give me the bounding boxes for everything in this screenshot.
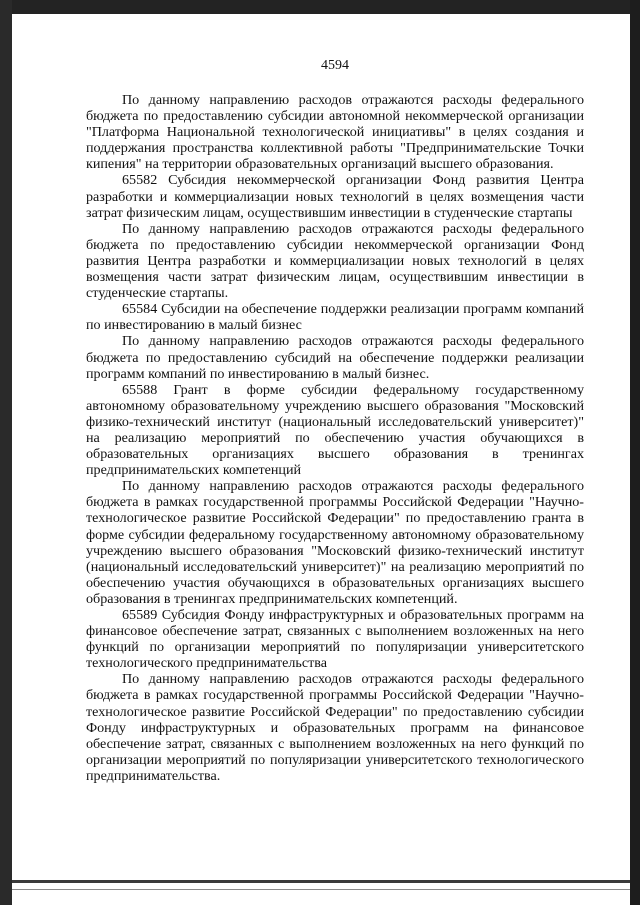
- document-body: [86, 92, 584, 784]
- scan-right-border: [630, 0, 640, 905]
- paragraph-9: По данному направлению расходов отражаются расходы федерального бюджета в рамках государственной программы Российской Федерации "Научно-технологическое развитие Российской Федерации" по предоставлению субсидии Фонду инфраструктурных и образовательных программ на финансовое обеспечение затрат, связанных с выполнением возложенных на него функций по организации мероприятий по популяризации университетского технологического предпринимательства.: [86, 671, 584, 784]
- document-page: [86, 56, 584, 784]
- paragraph-2: 65582 Субсидия некоммерческой организации Фонд развития Центра разработки и коммерциализации новых технологий в целях возмещения части затрат физическим лицам, осуществившим инвестиции в студенческие стартапы: [86, 172, 584, 221]
- paragraph-8: 65589 Субсидия Фонду инфраструктурных и образовательных программ на финансовое обеспечение затрат, связанных с выполнением возложенных на него функций по организации мероприятий по популяризации университетского технологического предпринимательства: [86, 607, 584, 672]
- scan-bottom-line: [12, 880, 630, 883]
- paragraph-4: 65584 Субсидии на обеспечение поддержки реализации программ компаний по инвестированию в малый бизнес: [86, 301, 584, 334]
- paragraph-1: По данному направлению расходов отражаются расходы федерального бюджета по предоставлению субсидии автономной некоммерческой организации "Платформа Национальной технологической инициативы" в целях создания и поддержания пространства коллективной работы "Предпринимательские Точки кипения" на территории образовательных организаций высшего образования.: [86, 92, 584, 173]
- paragraph-7: По данному направлению расходов отражаются расходы федерального бюджета в рамках государственной программы Российской Федерации "Научно-технологическое развитие Российской Федерации" по предоставлению гранта в форме субсидии федеральному государственному автономному образовательному учреждению высшего образования "Московский физико-технический институт (национальный исследовательский университет)" на реализацию мероприятий по обеспечению участия обучающихся в образовательных организациях высшего образования в тренингах предпринимательских компетенций.: [86, 478, 584, 607]
- paragraph-5: По данному направлению расходов отражаются расходы федерального бюджета по предоставлению субсидий на обеспечение поддержки реализации программ компаний по инвестированию в малый бизнес.: [86, 333, 584, 382]
- scan-top-border: [0, 0, 640, 14]
- scan-bottom-line-thin: [12, 889, 630, 890]
- paragraph-3: По данному направлению расходов отражаются расходы федерального бюджета по предоставлению субсидии некоммерческой организации Фонд развития Центра разработки и коммерциализации новых технологий в целях возмещения части затрат физическим лицам, осуществившим инвестиции в студенческие стартапы.: [86, 220, 584, 302]
- paragraph-6: 65588 Грант в форме субсидии федеральному государственному автономному образовательному учреждению высшего образования "Московский физико-технический институт (национальный исследовательский университет)" на реализацию мероприятий по обеспечению участия обучающихся в образовательных организациях высшего образования в тренингах предпринимательских компетенций: [86, 381, 584, 479]
- page-number: 4594: [321, 58, 349, 73]
- scan-left-border: [0, 0, 12, 905]
